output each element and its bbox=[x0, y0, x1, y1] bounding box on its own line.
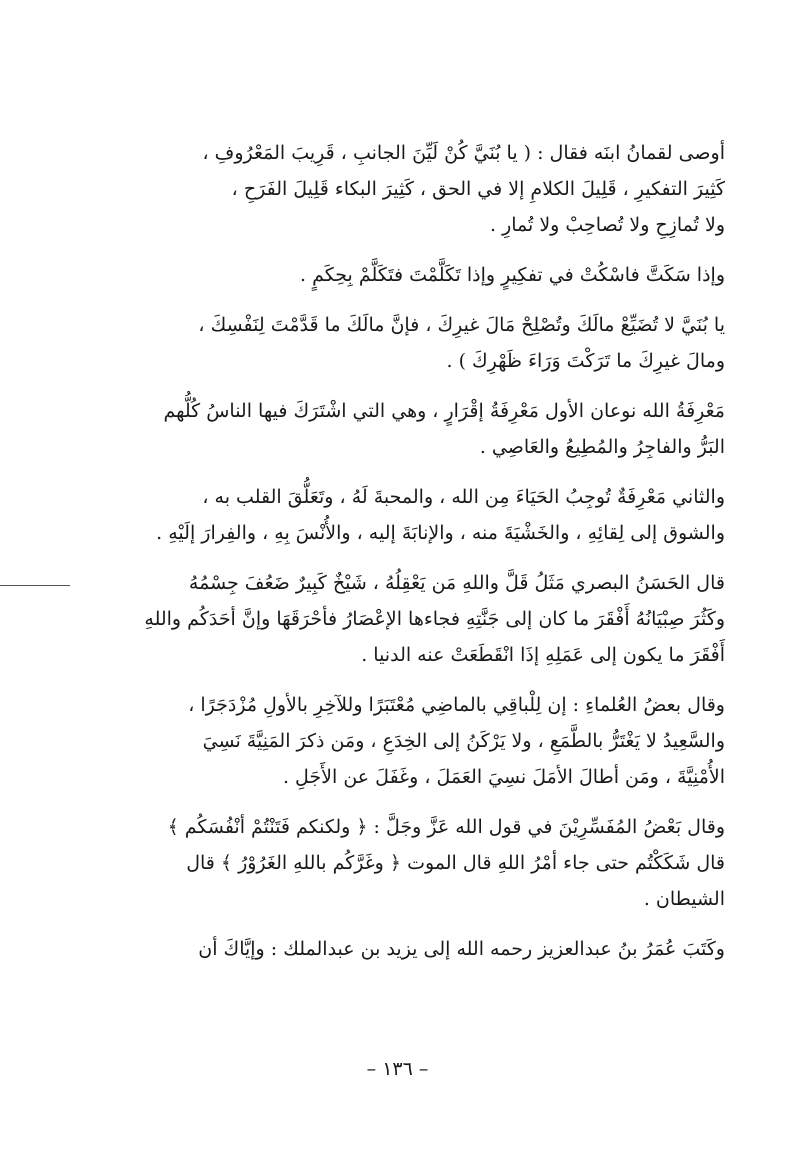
text-line: وقال بعضُ العُلماءِ : إن لِلْباقِي بالماضِي مُعْتَبَرًا وللآخِرِ بالأولِ مُزْدَجَرًا ، bbox=[188, 694, 725, 716]
paragraph bbox=[100, 135, 725, 243]
text-line: ومالَ غيرِكَ ما تَرَكْتَ وَرَاءَ ظَهْرِكَ ) . bbox=[446, 350, 725, 372]
text-line: الأُمْنِيَّةَ ، ومَن أطالَ الأمَلَ نسِيَ العَمَلَ ، وغَفَلَ عن الأَجَلِ . bbox=[282, 766, 725, 788]
paragraph bbox=[100, 393, 725, 465]
text-line: أَفْقَرَ ما يكون إلى عَمَلِهِ إذَا انْقَطَعَتْ عنه الدنيا . bbox=[361, 644, 725, 666]
page-number: – ١٣٦ – bbox=[366, 1058, 429, 1080]
text-line: البَرُّ والفاجِرُ والمُطِيعُ والعَاصِي . bbox=[479, 436, 725, 458]
text-line: والسَّعِيدُ لا يَغْتَرُّ بالطَّمَعِ ، ولا يَرْكَنُ إلى الخِدَعِ ، ومَن ذكرَ المَنِيَّةَ نَسِيَ bbox=[202, 730, 725, 752]
text-line: ولا تُمازِحِ ولا تُصاحِبْ ولا تُمارِ . bbox=[489, 214, 725, 236]
text-line: والثاني مَعْرِفَةٌ تُوجِبُ الحَيَاءَ مِن الله ، والمحبةَ لَهُ ، وتَعَلُّقَ القلب به ، bbox=[202, 486, 725, 508]
page-text bbox=[100, 135, 725, 981]
paragraph bbox=[100, 479, 725, 551]
paragraph bbox=[100, 931, 725, 967]
text-line: قال الحَسَنُ البصري مَثَلُ قَلَّ واللهِ مَن يَعْقِلُهُ ، شَيْخٌ كَبِيرٌ ضَعُفَ جِسْمُهُ bbox=[188, 572, 725, 594]
text-line: وكَثُرَ صِبْيَانُهُ أَفْقَرَ ما كان إلى جَنَّتِهِ فجاءها الإعْصَارُ فأحْرَقَهَا وإنَّ أحَدَكُم واللهِ bbox=[144, 608, 725, 630]
text-line: وإذا سَكَتَّ فاسْكُتْ في تفكِيرٍ وإذا تَكَلَّمْتَ فتَكَلَّمْ بِحِكَمٍ . bbox=[300, 264, 725, 286]
text-line: الشيطان . bbox=[643, 888, 725, 910]
paragraph bbox=[100, 257, 725, 293]
paragraph bbox=[100, 687, 725, 795]
text-line: وكَتَبَ عُمَرُ بنُ عبدالعزيز رحمه الله إلى يزيد بن عبدالملك : وإيَّاكَ أن bbox=[198, 938, 725, 960]
paragraph bbox=[100, 307, 725, 379]
paragraph bbox=[100, 809, 725, 917]
margin-mark bbox=[0, 585, 70, 586]
text-line: كَثِيرَ التفكيرِ ، قَلِيلَ الكلامِ إلا في الحق ، كَثِيرَ البكاء قَلِيلَ الفَرَحِ ، bbox=[231, 178, 725, 200]
text-line: أوصى لقمانُ ابنَه فقال : ( يا بُنَيَّ كُنْ لَيِّنَ الجانبِ ، قَرِيبَ المَعْرُوفِ ، bbox=[202, 142, 725, 164]
text-line: وقال بَعْضُ المُفَسِّرِيْنَ في قول الله عَزَّ وجَلَّ : ﴿ ولكنكم فَتَنْتُمْ أنْفُسَكُم ﴾ bbox=[167, 816, 725, 838]
text-line: قال شَكَكْتُم حتى جاء أمْرُ اللهِ قال الموت ﴿ وغَرَّكُم باللهِ الغَرُوْرُ ﴾ قال bbox=[186, 852, 725, 874]
paragraph bbox=[100, 565, 725, 673]
text-line: مَعْرِفَةُ الله نوعان الأول مَعْرِفَةُ إقْرَارٍ ، وهي التي اشْتَرَكَ فيها الناسُ كُلُّهم bbox=[163, 400, 725, 422]
text-line: والشوق إلى لِقائِهِ ، والخَشْيَةَ منه ، والإنابَةَ إليه ، والأُنْسَ بِهِ ، والفِرارَ إلَيْهِ . bbox=[156, 522, 725, 544]
text-line: يا بُنَيَّ لا تُضَيِّعْ مالَكَ وتُصْلِحْ مَالَ غيرِكَ ، فإنَّ مالَكَ ما قَدَّمْتَ لِنَفْسِكَ ، bbox=[198, 314, 725, 336]
